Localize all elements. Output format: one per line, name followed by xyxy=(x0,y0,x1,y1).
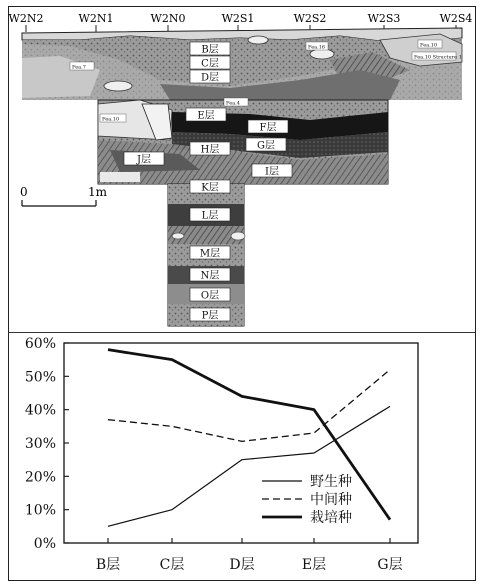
y-tick-label: 60% xyxy=(24,336,56,352)
y-tick-label: 20% xyxy=(24,469,56,486)
layer-label: L层 xyxy=(201,210,219,222)
chart-legend xyxy=(262,473,352,526)
column-label: W2N0 xyxy=(150,12,186,25)
layer-label: N层 xyxy=(200,270,220,282)
layer-label: C层 xyxy=(201,58,219,70)
y-tick-label: 50% xyxy=(24,369,56,386)
x-tick-label: C层 xyxy=(159,557,185,573)
legend-label: 栽培种 xyxy=(310,510,352,526)
x-tick-label: G层 xyxy=(377,557,403,573)
x-tick-label: E层 xyxy=(301,557,327,573)
x-tick-label: B层 xyxy=(95,557,121,573)
x-tick-label: D层 xyxy=(229,557,255,573)
column-label: W2S3 xyxy=(367,12,401,25)
layer-label: K层 xyxy=(201,182,219,194)
feature-label: Fea.10 xyxy=(420,42,438,49)
legend-label: 野生种 xyxy=(310,474,352,490)
y-axis-ticks xyxy=(25,336,69,552)
feature-label: Fea.16 xyxy=(308,44,326,51)
column-label: W2S4 xyxy=(439,12,473,25)
scale-end: 1m xyxy=(88,185,108,199)
layer-label: D层 xyxy=(200,72,220,84)
layer-label: M层 xyxy=(199,248,221,260)
line-chart xyxy=(0,331,484,581)
column-label: W2S2 xyxy=(293,12,327,25)
series-line-1 xyxy=(108,370,390,442)
feature-label: Fea.10 Structure 1 xyxy=(414,54,462,61)
layer-label: H层 xyxy=(200,144,220,156)
layer-label: E层 xyxy=(197,110,215,122)
layer-label: O层 xyxy=(200,290,220,302)
feature-label: Fea.4 xyxy=(226,100,240,107)
y-tick-label: 10% xyxy=(24,502,56,519)
column-label: W2N2 xyxy=(8,12,44,25)
layer-label: F层 xyxy=(259,122,277,134)
feature-label: Fea.10 xyxy=(102,116,120,123)
legend-label: 中间种 xyxy=(310,492,352,508)
chart-axes xyxy=(64,343,418,543)
layer-label: J层 xyxy=(136,154,152,166)
feature-label: Fea.7 xyxy=(72,64,86,71)
y-tick-label: 40% xyxy=(24,402,56,419)
layer-label: G层 xyxy=(257,140,275,152)
section-strata xyxy=(22,28,462,326)
plot-frame xyxy=(64,343,418,543)
scale-bar xyxy=(20,185,108,206)
series-line-0 xyxy=(108,406,390,526)
y-tick-label: 30% xyxy=(24,436,56,452)
y-tick-label: 0% xyxy=(33,536,56,552)
column-label: W2S1 xyxy=(221,12,255,25)
layer-label: B层 xyxy=(201,44,219,56)
scale-zero: 0 xyxy=(20,185,28,199)
layer-label: P层 xyxy=(201,310,219,322)
column-label: W2N1 xyxy=(78,12,114,25)
layer-label: I层 xyxy=(265,166,279,178)
